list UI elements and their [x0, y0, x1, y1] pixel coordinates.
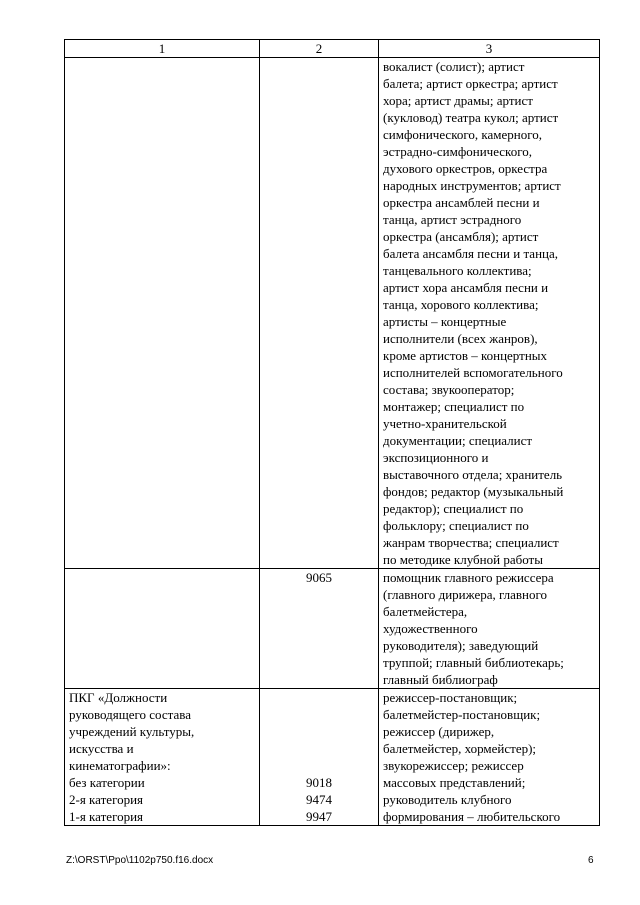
- cell-text-line: искусства и: [69, 741, 134, 756]
- cell-text-line: руководитель клубного: [383, 792, 512, 807]
- row3-col1: [65, 689, 260, 826]
- line-spacer: [264, 723, 374, 740]
- header-col-2: 2: [260, 40, 379, 58]
- line-spacer: [264, 689, 374, 706]
- cell-text-line: танца, хорового коллектива;: [383, 297, 539, 312]
- cell-text-line: балетмейстера,: [383, 604, 468, 619]
- cell-text-line: формирования – любительского: [383, 809, 561, 824]
- row2-col3: [379, 569, 600, 689]
- row2-col1: [65, 569, 260, 689]
- cell-text-line: 9474: [306, 792, 332, 807]
- cell-text-line: артисты – концертные: [383, 314, 507, 329]
- cell-text-line: труппой; главный библиотекарь;: [383, 655, 564, 670]
- cell-text-line: экспозиционного и: [383, 450, 489, 465]
- cell-text-line: духового оркестров, оркестра: [383, 161, 548, 176]
- cell-text-line: балета; артист оркестра; артист: [383, 76, 558, 91]
- footer-page-number: 6: [588, 855, 594, 866]
- cell-text-line: выставочного отдела; хранитель: [383, 467, 563, 482]
- line-spacer: [264, 706, 374, 723]
- table-row: [65, 569, 600, 689]
- cell-text-line: балетмейстер-постановщик;: [383, 707, 541, 722]
- cell-text-line: массовых представлений;: [383, 775, 526, 790]
- table-header-row: [65, 40, 600, 58]
- table-row: [65, 58, 600, 569]
- cell-text-line: фондов; редактор (музыкальный: [383, 484, 564, 499]
- cell-text-line: вокалист (солист); артист: [383, 59, 525, 74]
- row1-col2: [260, 58, 379, 569]
- table-row: [65, 689, 600, 826]
- cell-text-line: режиссер (дирижер,: [383, 724, 495, 739]
- cell-text-line: учреждений культуры,: [69, 724, 195, 739]
- cell-text-line: звукорежиссер; режиссер: [383, 758, 524, 773]
- cell-text-line: 2-я категория: [69, 792, 144, 807]
- cell-text-line: хора; артист драмы; артист: [383, 93, 533, 108]
- cell-text-line: (кукловод) театра кукол; артист: [383, 110, 559, 125]
- header-col-3: 3: [379, 40, 600, 58]
- cell-text-line: балетмейстер, хормейстер);: [383, 741, 537, 756]
- cell-text-line: исполнители (всех жанров),: [383, 331, 538, 346]
- cell-text-line: ПКГ «Должности: [69, 690, 168, 705]
- cell-text-line: 9947: [306, 809, 332, 824]
- cell-text-line: танцевального коллектива;: [383, 263, 532, 278]
- cell-text-line: артист хора ансамбля песни и: [383, 280, 549, 295]
- cell-text-line: танца, артист эстрадного: [383, 212, 522, 227]
- cell-text-line: главный библиограф: [383, 672, 498, 687]
- line-spacer: [264, 757, 374, 774]
- cell-text-line: документации; специалист: [383, 433, 533, 448]
- cell-text-line: состава; звукооператор;: [383, 382, 515, 397]
- cell-text-line: кроме артистов – концертных: [383, 348, 548, 363]
- cell-text-line: оркестра ансамблей песни и: [383, 195, 540, 210]
- cell-text-line: режиссер-постановщик;: [383, 690, 518, 705]
- footer-file-path: Z:\ORST\Ppo\1102p750.f16.docx: [66, 855, 214, 866]
- cell-text-line: фольклору; специалист по: [383, 518, 529, 533]
- cell-text-line: помощник главного режиссера: [383, 570, 554, 585]
- cell-text-line: по методике клубной работы: [383, 552, 543, 567]
- row3-col2: [260, 689, 379, 826]
- row3-col3: [379, 689, 600, 826]
- cell-text-line: редактор); специалист по: [383, 501, 524, 516]
- cell-text-line: эстрадно-симфонического,: [383, 144, 532, 159]
- cell-text-line: руководителя); заведующий: [383, 638, 539, 653]
- cell-text-line: 9018: [306, 775, 332, 790]
- cell-text-line: 1-я категория: [69, 809, 144, 824]
- cell-text-line: художественного: [383, 621, 478, 636]
- cell-text-line: исполнителей вспомогательного: [383, 365, 563, 380]
- header-col-1: 1: [65, 40, 260, 58]
- row1-col1: [65, 58, 260, 569]
- cell-text-line: народных инструментов; артист: [383, 178, 561, 193]
- cell-text-line: балета ансамбля песни и танца,: [383, 246, 559, 261]
- cell-text-line: учетно-хранительской: [383, 416, 507, 431]
- positions-table: [64, 39, 600, 826]
- row1-col3: [379, 58, 600, 569]
- row2-col2: 9065: [260, 569, 379, 689]
- line-spacer: [264, 740, 374, 757]
- cell-text-line: оркестра (ансамбля); артист: [383, 229, 539, 244]
- cell-text-line: без категории: [69, 775, 145, 790]
- cell-text-line: (главного дирижера, главного: [383, 587, 548, 602]
- cell-text-line: кинематографии»:: [69, 758, 171, 773]
- cell-text-line: жанрам творчества; специалист: [383, 535, 559, 550]
- cell-text-line: руководящего состава: [69, 707, 192, 722]
- cell-text-line: симфонического, камерного,: [383, 127, 542, 142]
- cell-text-line: монтажер; специалист по: [383, 399, 525, 414]
